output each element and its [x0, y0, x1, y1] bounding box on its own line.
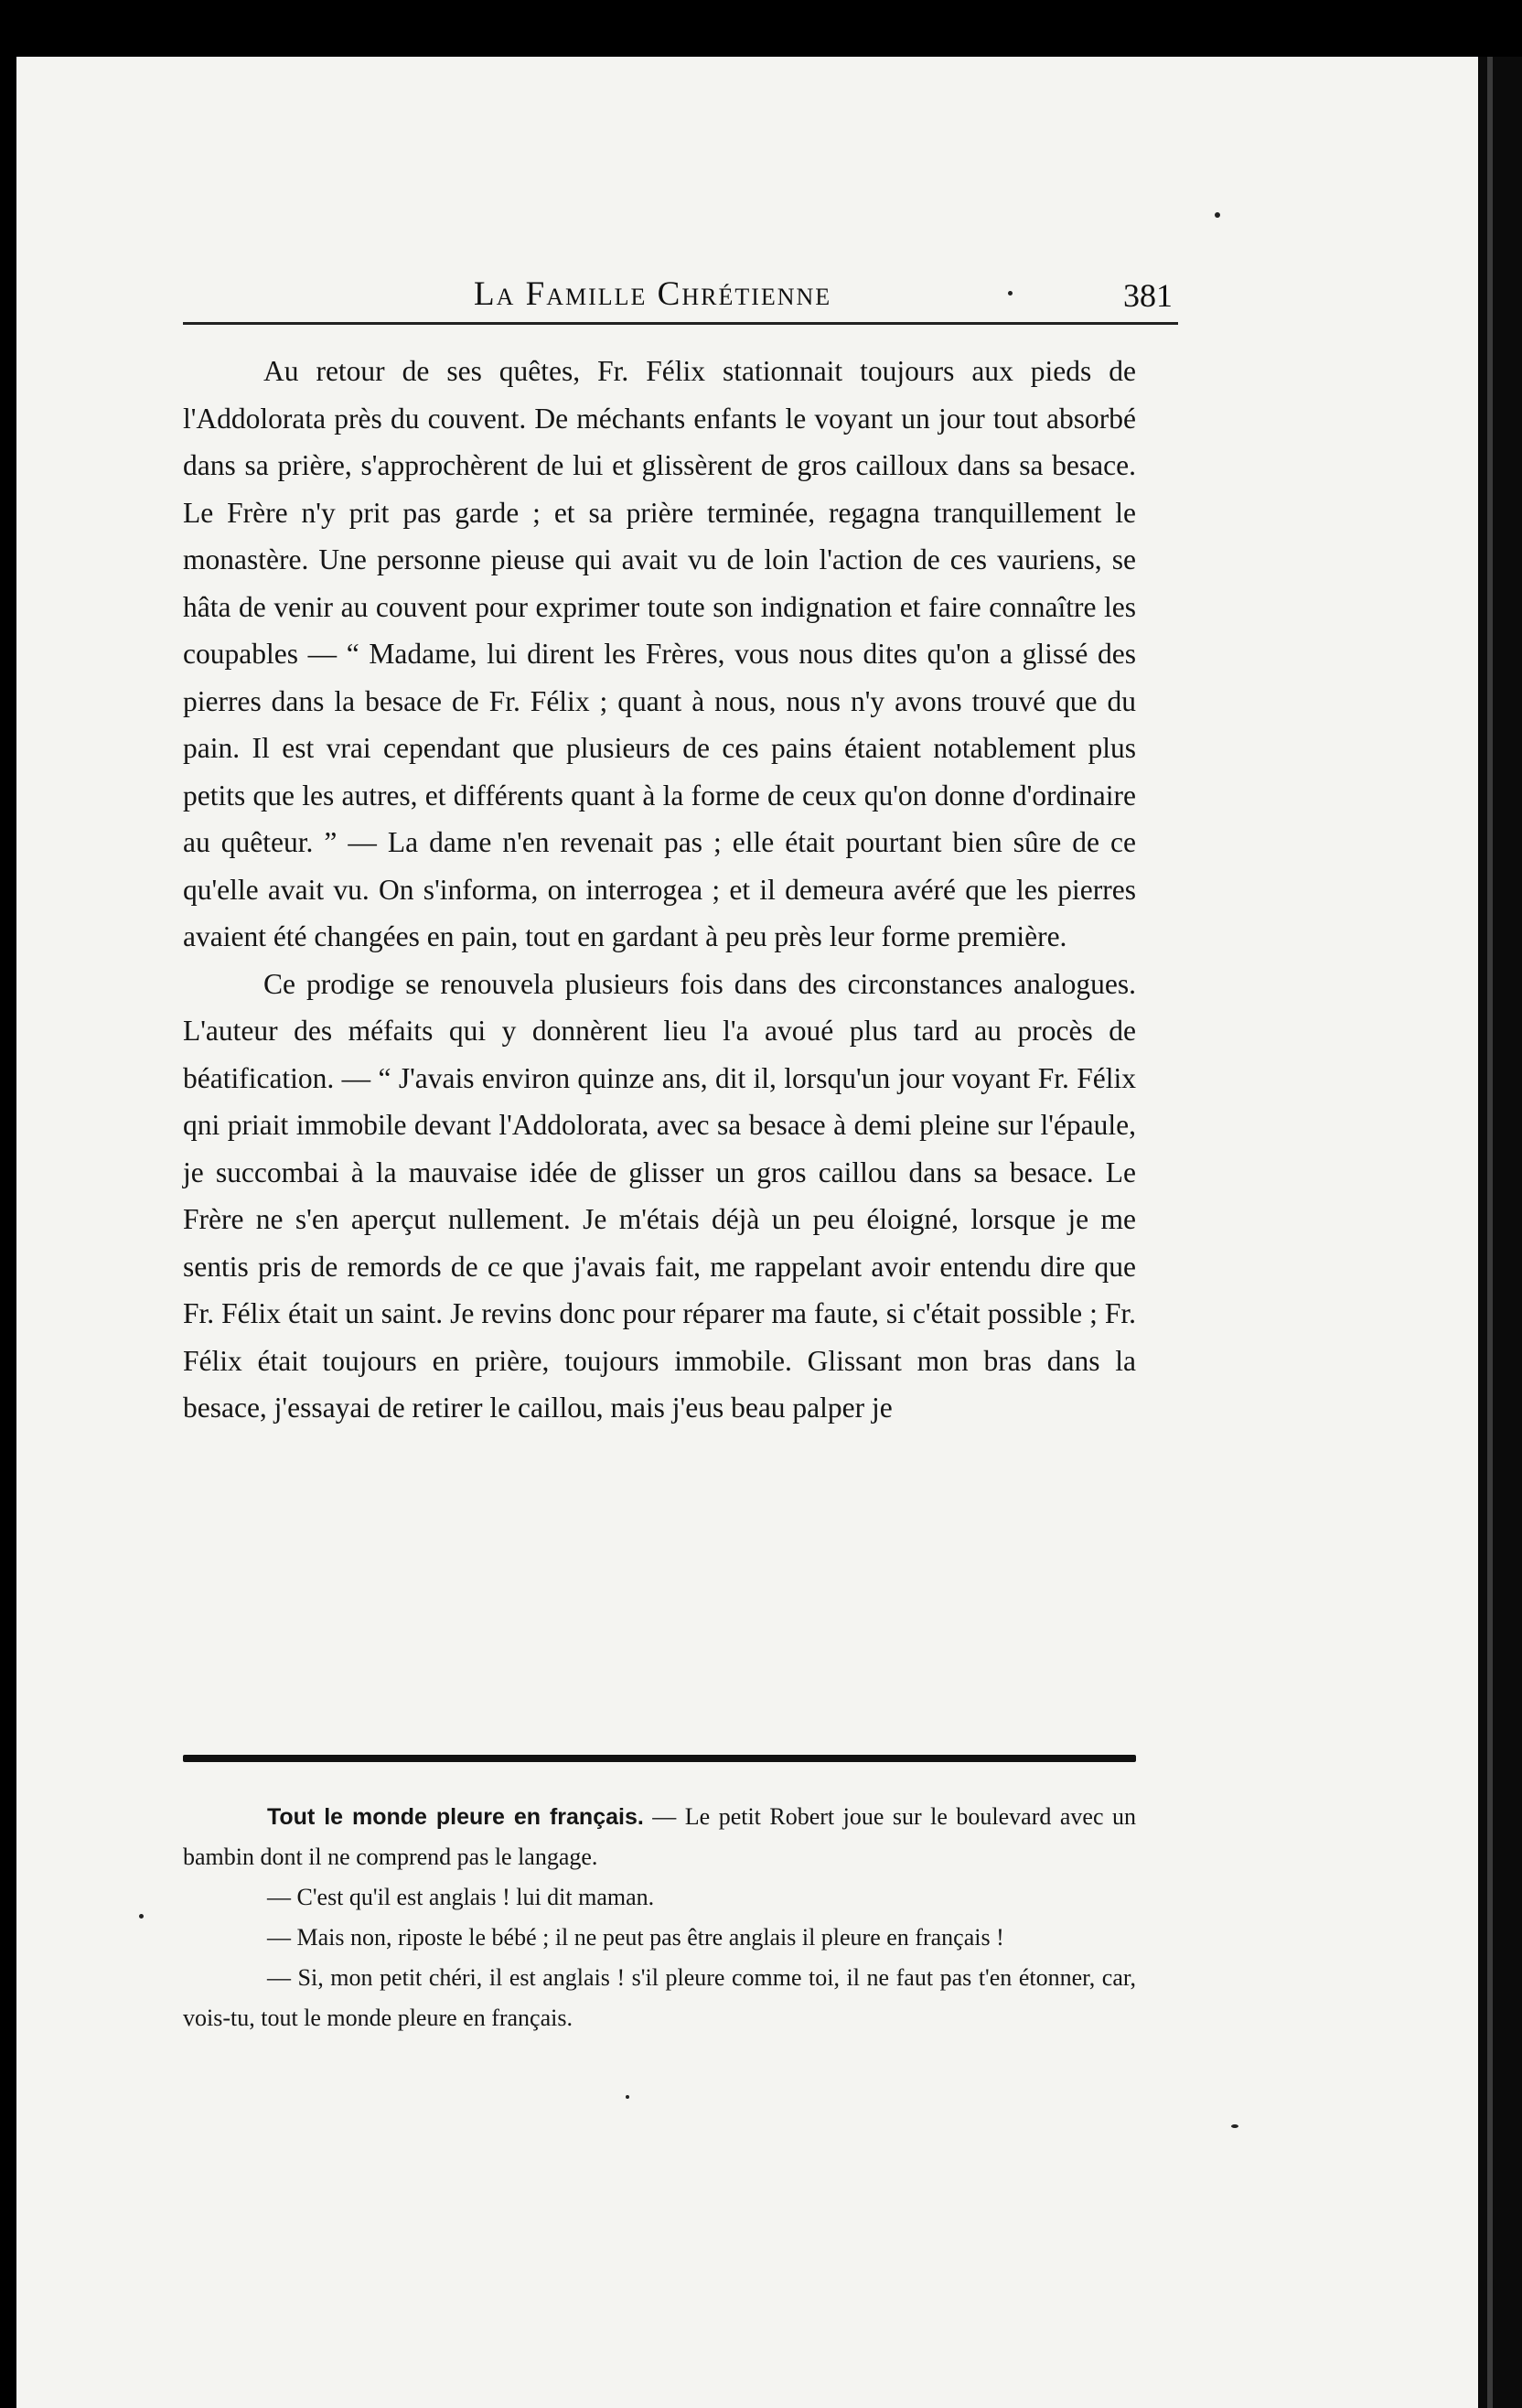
footnote-paragraph-4: — Si, mon petit chéri, il est anglais ! s'il pleure comme toi, il ne faut pas t'en étonner, car, vois-tu, tout le monde pleure en français. [183, 1964, 1136, 2031]
ink-speck [1231, 2124, 1238, 2128]
paragraph-2: Ce prodige se renouvela plusieurs fois dans des circonstances analogues. L'auteur des méfaits qui y donnèrent lieu l'a avoué plus tard au procès de béatification. — “ J'avais environ quinze ans, dit il, lorsqu'un jour voyant Fr. Félix qni priait immobile devant l'Addolorata, avec sa besace à demi pleine sur l'épaule, je succombai à la mauvaise idée de glisser un gros caillou dans sa besace. Le Frère ne s'en aperçut nullement. Je m'étais déjà un peu éloigné, lorsque je me sentis pris de remords de ce que j'avais fait, me rappelant avoir entendu dire que Fr. Félix était un saint. Je revins donc pour réparer ma faute, si c'était possible ; Fr. Félix était toujours en prière, toujours immobile. Glissant mon bras dans la besace, j'essayai de retirer le caillou, mais j'eus beau palper je [183, 967, 1136, 1424]
footnote-title: Tout le monde pleure en français. [267, 1804, 644, 1830]
footnote [183, 1797, 1136, 2038]
footnote-paragraph-1 [183, 1797, 1136, 1877]
running-title: La Famille Chrétienne [474, 275, 832, 313]
footnote-line-1: — Le petit Robert joue sur le boulevard avec un bambin dont il ne comprend pas le langage. [183, 1803, 1136, 1870]
paragraph-1: Au retour de ses quêtes, Fr. Félix stationnait toujours aux pieds de l'Addolorata près du couvent. De méchants enfants le voyant un jour tout absorbé dans sa prière, s'approchèrent de lui et glissèrent de gros cailloux dans sa besace. Le Frère n'y prit pas garde ; et sa prière terminée, regagna tranquillement le monastère. Une personne pieuse qui avait vu de loin l'action de ces vauriens, se hâta de venir au couvent pour exprimer toute son indignation et faire connaître les coupables — “ Madame, lui dirent les Frères, vous nous dites qu'on a glissé des pierres dans la besace de Fr. Félix ; quant à nous, nous n'y avons trouvé que du pain. Il est vrai cependant que plusieurs de ces pains étaient notablement plus petits que les autres, et différents quant à la forme de ceux qu'on donne d'ordinaire au quêteur. ” — La dame n'en revenait pas ; elle était pourtant bien sûre de ce qu'elle avait vu. On s'informa, on interrogea ; et il demeura avéré que les pierres avaient été changées en pain, tout en gardant à peu près leur forme première. [183, 355, 1136, 952]
binding-line [1487, 57, 1493, 2408]
footnote-rule [183, 1755, 1136, 1762]
header-rule [183, 322, 1178, 325]
ink-speck [1215, 212, 1220, 218]
page-number: 381 [1123, 277, 1173, 314]
page-header [183, 274, 1182, 314]
ink-speck [1008, 291, 1013, 296]
ink-speck [626, 2095, 629, 2099]
ink-speck [139, 1914, 144, 1919]
binding-edge [1478, 57, 1522, 2408]
footnote-paragraph-2: — C'est qu'il est anglais ! lui dit maman. [267, 1884, 655, 1910]
footnote-paragraph-3: — Mais non, riposte le bébé ; il ne peut pas être anglais il pleure en français ! [267, 1924, 1004, 1951]
main-text [183, 348, 1136, 1432]
